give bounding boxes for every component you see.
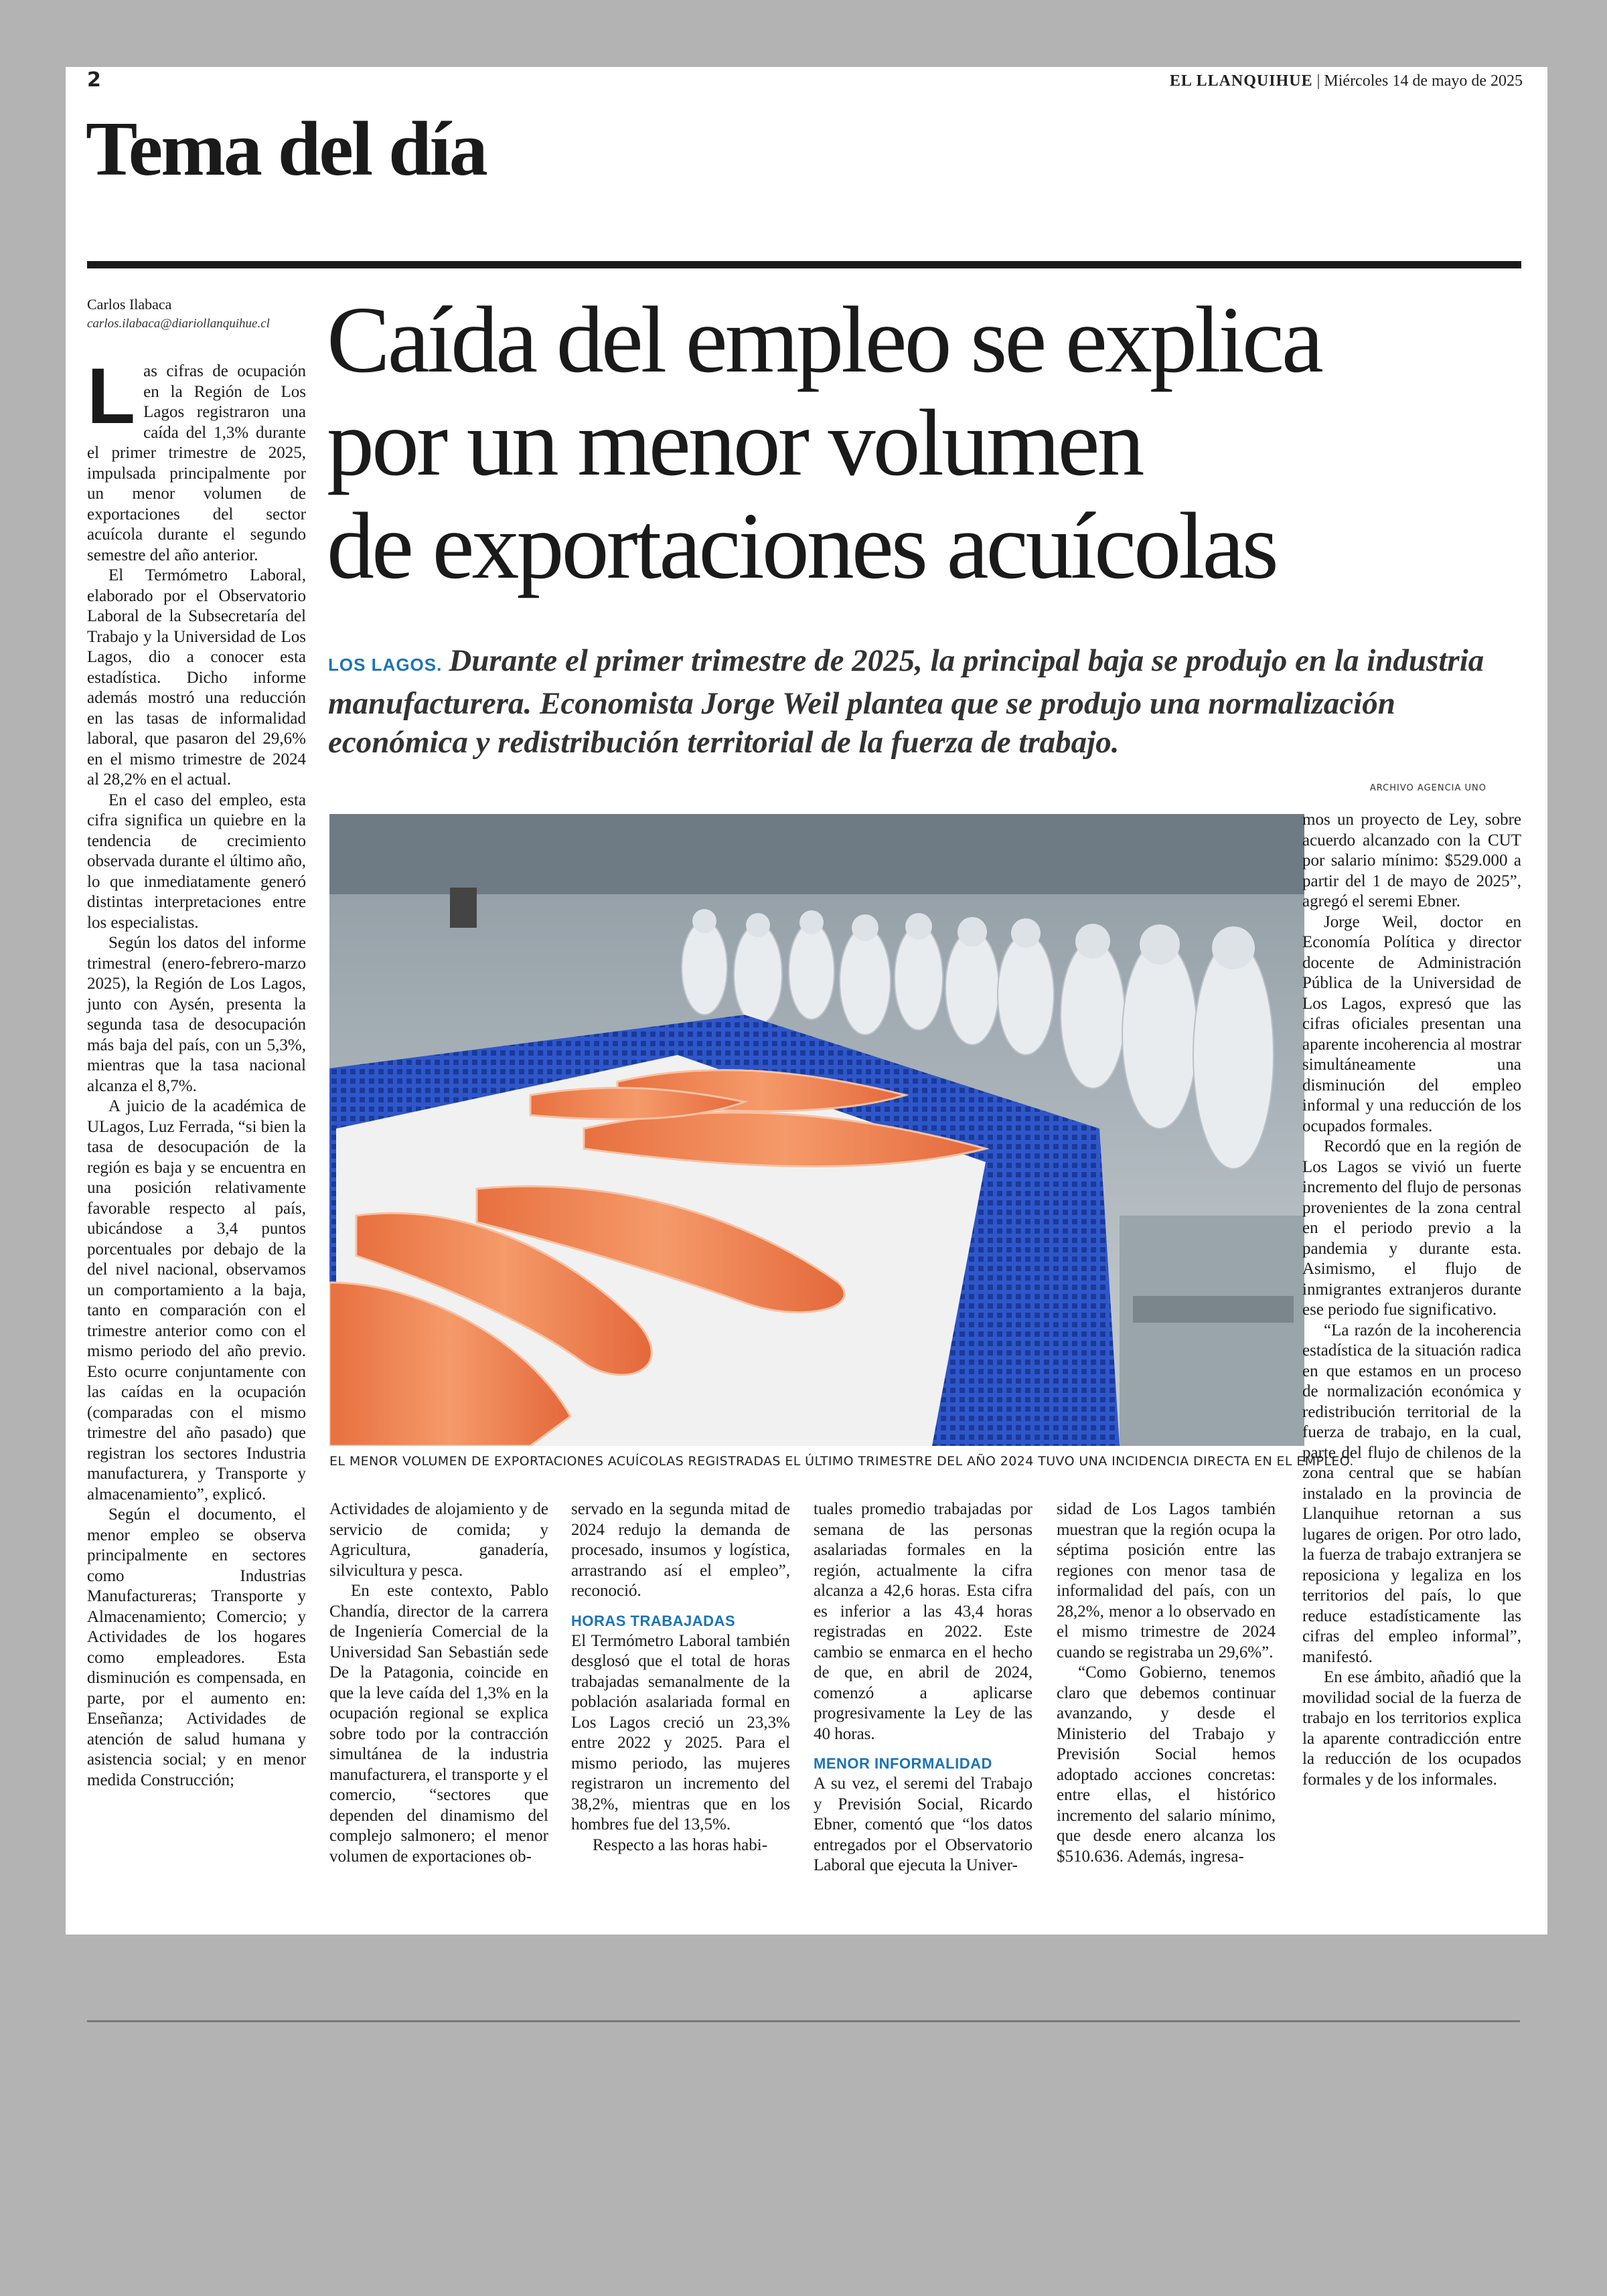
article-column-6	[1302, 810, 1521, 1790]
headline-line-1: Caída del empleo se explica	[327, 286, 1321, 392]
paragraph: sidad de Los Lagos también muestran que la región ocupa la séptima posición entre las regiones con menor tasa de informalidad del país, con un 28,2%, menor a lo observado en el mismo trimestre de 2024 cuando se registraba un 29,6%”.	[1057, 1500, 1276, 1661]
byline	[87, 295, 315, 333]
paragraph: Según el documento, el menor empleo se observa principalmente en sectores como Industrias Manufactureras; Transporte y Almacenamiento; Comercio; y Actividades de los hogares como empleadores. Esta disminución es compensada, en parte, por el aumento en: Enseñanza; Actividades de atención de salud humana y asistencia social; y en menor medida Construcción;	[87, 1505, 306, 1789]
headline-line-2: por un menor volumen	[327, 390, 1142, 495]
paragraph: El Termómetro Laboral, elaborado por el Observatorio Laboral de la Subsecretaría del Trabajo y la Universidad de Los Lagos, dio a conocer esta estadística. Dicho informe además mostró una reducción en las tasas de informalidad laboral, que pasaron del 29,6% en el mismo trimestre de 2024 al 28,2% en el actual.	[87, 566, 306, 789]
issue-date: Miércoles 14 de mayo de 2025	[1324, 72, 1523, 90]
author-email[interactable]: carlos.ilabaca@diariollanquihue.cl	[87, 317, 270, 331]
deck-kicker: LOS LAGOS.	[328, 655, 443, 675]
bottom-divider	[87, 2020, 1520, 2022]
paragraph: En este contexto, Pablo Chandía, director de la carrera de Ingeniería Comercial de la Universidad San Sebastián sede De la Patagonia, coincide en que la leve caída del 1,3% en la ocupación regional se explica sobre todo por la contracción simultánea de la industria manufacturera, el transporte y el comercio, “sectores que dependen del dinamismo del complejo salmonero; el menor volumen de exportaciones ob-	[329, 1582, 548, 1866]
section-rule	[87, 261, 1521, 268]
paper-name: EL LLANQUIHUE	[1169, 72, 1313, 90]
paragraph: “Como Gobierno, tenemos claro que debemos continuar avanzando, y desde el Ministerio del Trabajo y Previsión Social hemos adoptado acciones concretas: entre ellas, el histórico incremento del salario mínimo, que desde enero alcanza los $510.636. Además, ingresa-	[1057, 1663, 1276, 1866]
paragraph: A juicio de la académica de ULagos, Luz Ferrada, “si bien la tasa de desocupación de la región es baja y se encuentra en una posición relativamente favorable respecto al país, ubicándose a 3,4 puntos porcentuales por debajo de la del nivel nacional, observamos un comportamiento a la baja, tanto en comparación con el trimestre anterior como con el mismo periodo del año previo. Esto ocurre conjuntamente con las caídas en la ocupación (comparadas con el mismo trimestre del año pasado) que registran los sectores Industria manufacturera, y Transporte y almacenamiento”, explicó.	[87, 1097, 306, 1503]
subhead-menor-informalidad: MENOR INFORMALIDAD	[814, 1755, 992, 1772]
lead-paragraph: Las cifras de ocupación en la Región de Los Lagos registraron una caída del 1,3% durante el primer trimestre de 2025, impulsada principalmente por un menor volumen de exportaciones del sector acuícola durante el segundo semestre del año anterior.	[87, 352, 306, 564]
paragraph: A su vez, el seremi del Trabajo y Previsión Social, Ricardo Ebner, comentó que “los datos entregados por el Observatorio Laboral que ejecuta la Univer-	[814, 1775, 1032, 1874]
paragraph: El Termómetro Laboral también desglosó que el total de horas trabajadas semanalmente de la población asalariada formal en Los Lagos creció un 23,3% entre 2022 y 2025. Para el mismo periodo, las mujeres registraron un incremento del 38,2%, mientras que en los hombres fue del 13,5%.	[571, 1631, 790, 1833]
photo-credit: ARCHIVO AGENCIA UNO	[1369, 783, 1486, 793]
salmon-processing-photo	[329, 814, 1304, 1446]
paragraph: En el caso del empleo, esta cifra significa un quiebre en la tendencia de crecimiento observada durante el último año, lo que inmediatamente generó distintas interpretaciones entre los especialistas.	[87, 791, 306, 932]
paragraph: mos un proyecto de Ley, sobre acuerdo alcanzado con la CUT por salario mínimo: $529.000 a partir del 1 de mayo de 2025”, agregó el seremi Ebner.	[1302, 811, 1521, 910]
section-title: Tema del día	[86, 106, 486, 192]
paragraph: servado en la segunda mitad de 2024 redujo la demanda de procesado, insumos y logística, arrastrando así el empleo”, reconoció.	[571, 1500, 790, 1600]
paragraph: Actividades de alojamiento y de servicio de comida; y Agricultura, ganadería, silvicultura y pesca.	[329, 1500, 548, 1580]
paragraph: Según los datos del informe trimestral (enero-febrero-marzo 2025), la Región de Los Lagos, junto con Aysén, presenta la segunda tasa de desocupación más baja del país, con un 5,3%, mientras que la tasa nacional alcanza el 8,7%.	[87, 934, 306, 1095]
article-column-4	[814, 1499, 1032, 1876]
paragraph: Recordó que en la región de Los Lagos se vivió un fuerte incremento del flujo de personas provenientes de la zona central en el periodo previo a la pandemia y durante esta. Asimismo, el flujo de inmigrantes extranjeros durante ese periodo fue significativo.	[1302, 1137, 1521, 1319]
author-name: Carlos Ilabaca	[87, 296, 172, 313]
article-column-5	[1057, 1499, 1276, 1867]
deck-text: Durante el primer trimestre de 2025, la principal baja se produjo en la industria manufacturera. Economista Jorge Weil plantea que se produjo una normalización económica y redistribución territorial de la fuerza de trabajo.	[328, 643, 1484, 760]
headline	[327, 288, 1525, 597]
photo-illustration	[329, 814, 1304, 1446]
article-column-3	[571, 1499, 790, 1856]
paragraph: Respecto a las horas habi-	[593, 1835, 768, 1854]
page-number: 2	[87, 68, 101, 92]
masthead: EL LLANQUIHUE | Miércoles 14 de mayo de 2025	[1169, 72, 1523, 90]
paragraph: tuales promedio trabajadas por semana de las personas asalariadas formales en la región, actualmente la cifra alcanza a 42,6 horas. Esta cifra es inferior a las 43,4 horas registradas en 2022. Este cambio se enmarca en el hecho de que, en abril de 2024, comenzó a aplicarse progresivamente la Ley de las 40 horas.	[814, 1500, 1032, 1743]
photo-caption: EL MENOR VOLUMEN DE EXPORTACIONES ACUÍCOLAS REGISTRADAS EL ÚLTIMO TRIMESTRE DEL AÑO 2024 TUVO UNA INCIDENCIA DIRECTA EN EL EMPLEO.	[329, 1454, 1354, 1469]
article-column-2	[329, 1499, 548, 1867]
paragraph: Jorge Weil, doctor en Economía Política y director docente de Administración Pública de la Universidad de Los Lagos, expresó que las cifras oficiales presentan una aparente incoherencia al mostrar simultáneamente una disminución del empleo informal y una reducción de los ocupados formales.	[1302, 912, 1521, 1135]
article-column-1	[87, 352, 306, 1791]
headline-line-3: de exportaciones acuícolas	[327, 493, 1276, 598]
paragraph: En ese ámbito, añadió que la movilidad social de la fuerza de trabajo en los territorios explica la aparente contradicción entre la reducción de los ocupados formales y de los informales.	[1302, 1668, 1521, 1789]
subhead-horas-trabajadas: HORAS TRABAJADAS	[571, 1612, 736, 1629]
deck	[328, 641, 1521, 762]
drop-cap: L	[87, 352, 136, 440]
paragraph: “La razón de la incoherencia estadística de la situación radica en que estamos en un proceso de normalización económica y redistribución territorial de la fuerza de trabajo, en la cual, parte del flujo de chilenos de la zona central que se habían instalado en la provincia de Llanquihue retornan a sus lugares de origen. Por otro lado, la fuerza de trabajo extranjera se reposiciona y legaliza en los territorios del país, lo que reduce estadísticamente las cifras del empleo informal”, manifestó.	[1302, 1321, 1521, 1666]
